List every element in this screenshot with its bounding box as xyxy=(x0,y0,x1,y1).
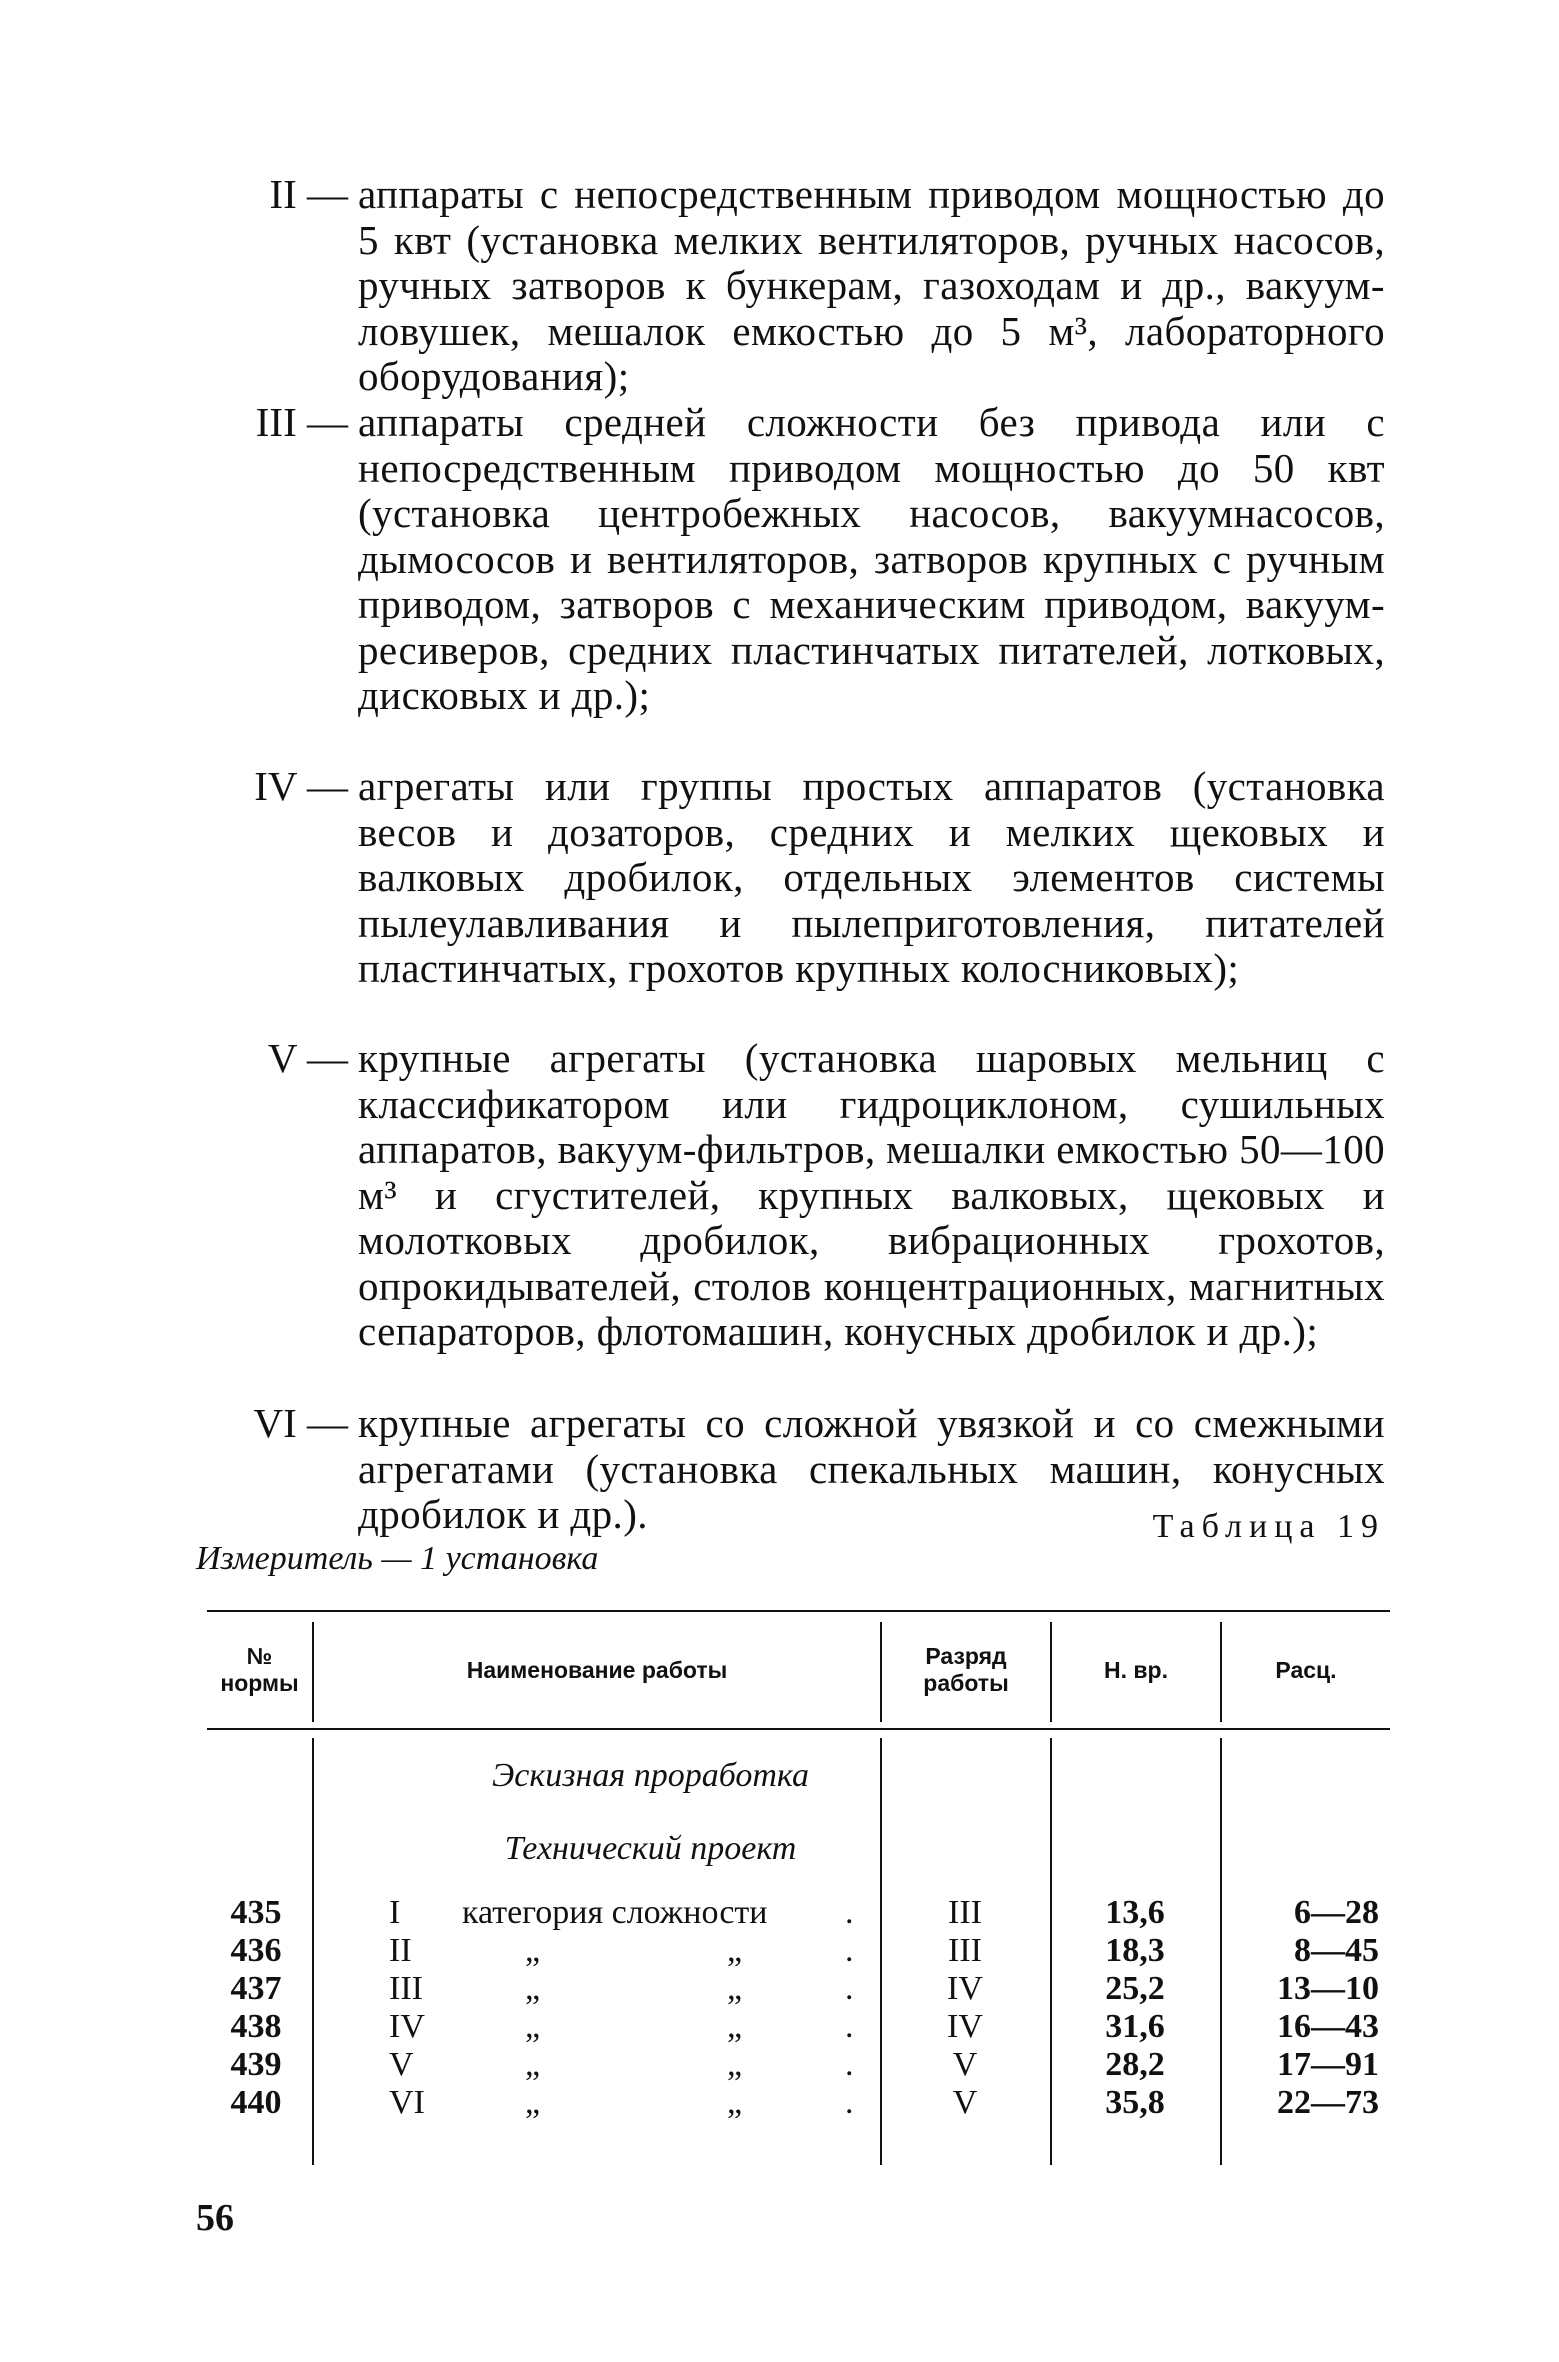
ditto-mark: „ xyxy=(727,2008,743,2045)
table-row xyxy=(207,1932,1390,1970)
complexity-category: III xyxy=(389,1970,423,2007)
category-item-iv xyxy=(150,764,1385,992)
grade-cell: III xyxy=(948,1932,982,1969)
grade-cell: III xyxy=(948,1894,982,1931)
ditto-mark: „ xyxy=(727,1970,743,2007)
complexity-category: I xyxy=(389,1894,401,1931)
measure-unit: Измеритель — 1 установка xyxy=(196,1540,599,1577)
rate-cell: 13—10 xyxy=(1277,1970,1379,2007)
rate-cell: 16—43 xyxy=(1277,2008,1379,2045)
category-number: II — xyxy=(269,171,348,217)
leader-dot: . xyxy=(845,1894,854,1931)
ditto-mark: „ xyxy=(525,2084,541,2121)
table-top-rule xyxy=(207,1610,1390,1612)
complexity-category: IV xyxy=(389,2008,425,2045)
category-item-iii xyxy=(150,400,1385,719)
table-caption: Таблица 19 xyxy=(1152,1508,1385,1545)
ditto-mark: „ xyxy=(727,2046,743,2083)
header-grade: Разряд работы xyxy=(923,1643,1009,1696)
page-number: 56 xyxy=(196,2197,234,2239)
leader-dot: . xyxy=(845,2046,854,2083)
category-description: аппараты с непосредственным приводом мощностью до 5 квт (установка мелких вентиляторов, ручных насосов, ручных затворов к бункерам, газоходам и др., вакуум-ловушек, мешалок емкостью до 5 м³, лабораторного оборудования); xyxy=(358,171,1385,399)
category-number: VI — xyxy=(253,1400,348,1446)
header-rate: Расц. xyxy=(1275,1656,1337,1683)
rate-cell: 6—28 xyxy=(1294,1894,1379,1931)
ditto-mark: „ xyxy=(525,2046,541,2083)
rate-cell: 8—45 xyxy=(1294,1932,1379,1969)
complexity-category: II xyxy=(389,1932,412,1969)
table-row xyxy=(207,1894,1390,1932)
category-description: агрегаты или группы простых аппаратов (установка весов и дозаторов, средних и мелких щековых и валковых дробилок, отдельных элементов системы пылеулавливания и пылеприготовления, питателей пластинчатых, грохотов крупных колосниковых); xyxy=(358,763,1385,991)
rate-cell: 17—91 xyxy=(1277,2046,1379,2083)
category-description: крупные агрегаты (установка шаровых мельниц с классификатором или гидроциклоном, сушильных аппаратов, вакуум-фильтров, мешалки емкостью 50—100 м³ и сгустителей, крупных валковых, щековых и молотковых дробилок, вибрационных грохотов, опрокидывателей, столов концентрационных, магнитных сепараторов, флотомашин, конусных дробилок и др.); xyxy=(358,1035,1385,1354)
complexity-category: V xyxy=(389,2046,414,2083)
category-description: аппараты средней сложности без привода или с непосредственным приводом мощностью до 50 квт (установка центробежных насосов, вакуумнасосов, дымососов и вентиляторов, затворов крупных с ручным приводом, затворов с механическим приводом, вакуум-ресиверов, средних пластинчатых питателей, лотковых, дисковых и др.); xyxy=(358,399,1385,718)
norm-number: 440 xyxy=(230,2084,282,2121)
norms-table xyxy=(207,1610,1390,2165)
time-norm-cell: 25,2 xyxy=(1105,1970,1165,2007)
ditto-mark: „ xyxy=(727,1932,743,1969)
header-norm-number: № нормы xyxy=(220,1643,299,1696)
grade-cell: IV xyxy=(947,2008,983,2045)
table-header-rule xyxy=(207,1728,1390,1730)
time-norm-cell: 28,2 xyxy=(1105,2046,1165,2083)
category-item-v xyxy=(150,1036,1385,1355)
category-number: IV — xyxy=(254,763,348,809)
leader-dot: . xyxy=(845,2084,854,2121)
table-row xyxy=(207,1970,1390,2008)
category-description: крупные агрегаты со сложной увязкой и со смежными агрегатами (установка спекальных машин, конусных дробилок и др.). xyxy=(358,1400,1385,1537)
grade-cell: V xyxy=(952,2046,978,2083)
leader-dot: . xyxy=(845,1932,854,1969)
table-row xyxy=(207,2008,1390,2046)
category-number: III — xyxy=(255,399,348,445)
grade-cell: IV xyxy=(947,1970,983,2007)
header-time-norm: Н. вр. xyxy=(1104,1656,1168,1683)
time-norm-cell: 18,3 xyxy=(1105,1932,1165,1969)
ditto-mark: „ xyxy=(727,2084,743,2121)
section-title: Эскизная проработка xyxy=(492,1757,809,1794)
ditto-mark: „ xyxy=(525,1970,541,2007)
table-row xyxy=(207,2084,1390,2122)
category-item-ii xyxy=(150,172,1385,400)
section-title: Технический проект xyxy=(504,1830,797,1867)
complexity-category: VI xyxy=(389,2084,425,2121)
header-work-name: Наименование работы xyxy=(466,1656,728,1683)
grade-cell: V xyxy=(952,2084,978,2121)
norm-number: 437 xyxy=(230,1970,282,2007)
work-name: категория сложности xyxy=(462,1894,768,1931)
table-row xyxy=(207,2046,1390,2084)
category-number: V — xyxy=(267,1035,348,1081)
norm-number: 438 xyxy=(230,2008,282,2045)
leader-dot: . xyxy=(845,1970,854,2007)
time-norm-cell: 31,6 xyxy=(1105,2008,1165,2045)
time-norm-cell: 13,6 xyxy=(1105,1894,1165,1931)
norm-number: 435 xyxy=(230,1894,282,1931)
rate-cell: 22—73 xyxy=(1277,2084,1379,2121)
norm-number: 439 xyxy=(230,2046,282,2083)
ditto-mark: „ xyxy=(525,2008,541,2045)
leader-dot: . xyxy=(845,2008,854,2045)
ditto-mark: „ xyxy=(525,1932,541,1969)
time-norm-cell: 35,8 xyxy=(1105,2084,1165,2121)
norm-number: 436 xyxy=(230,1932,282,1969)
